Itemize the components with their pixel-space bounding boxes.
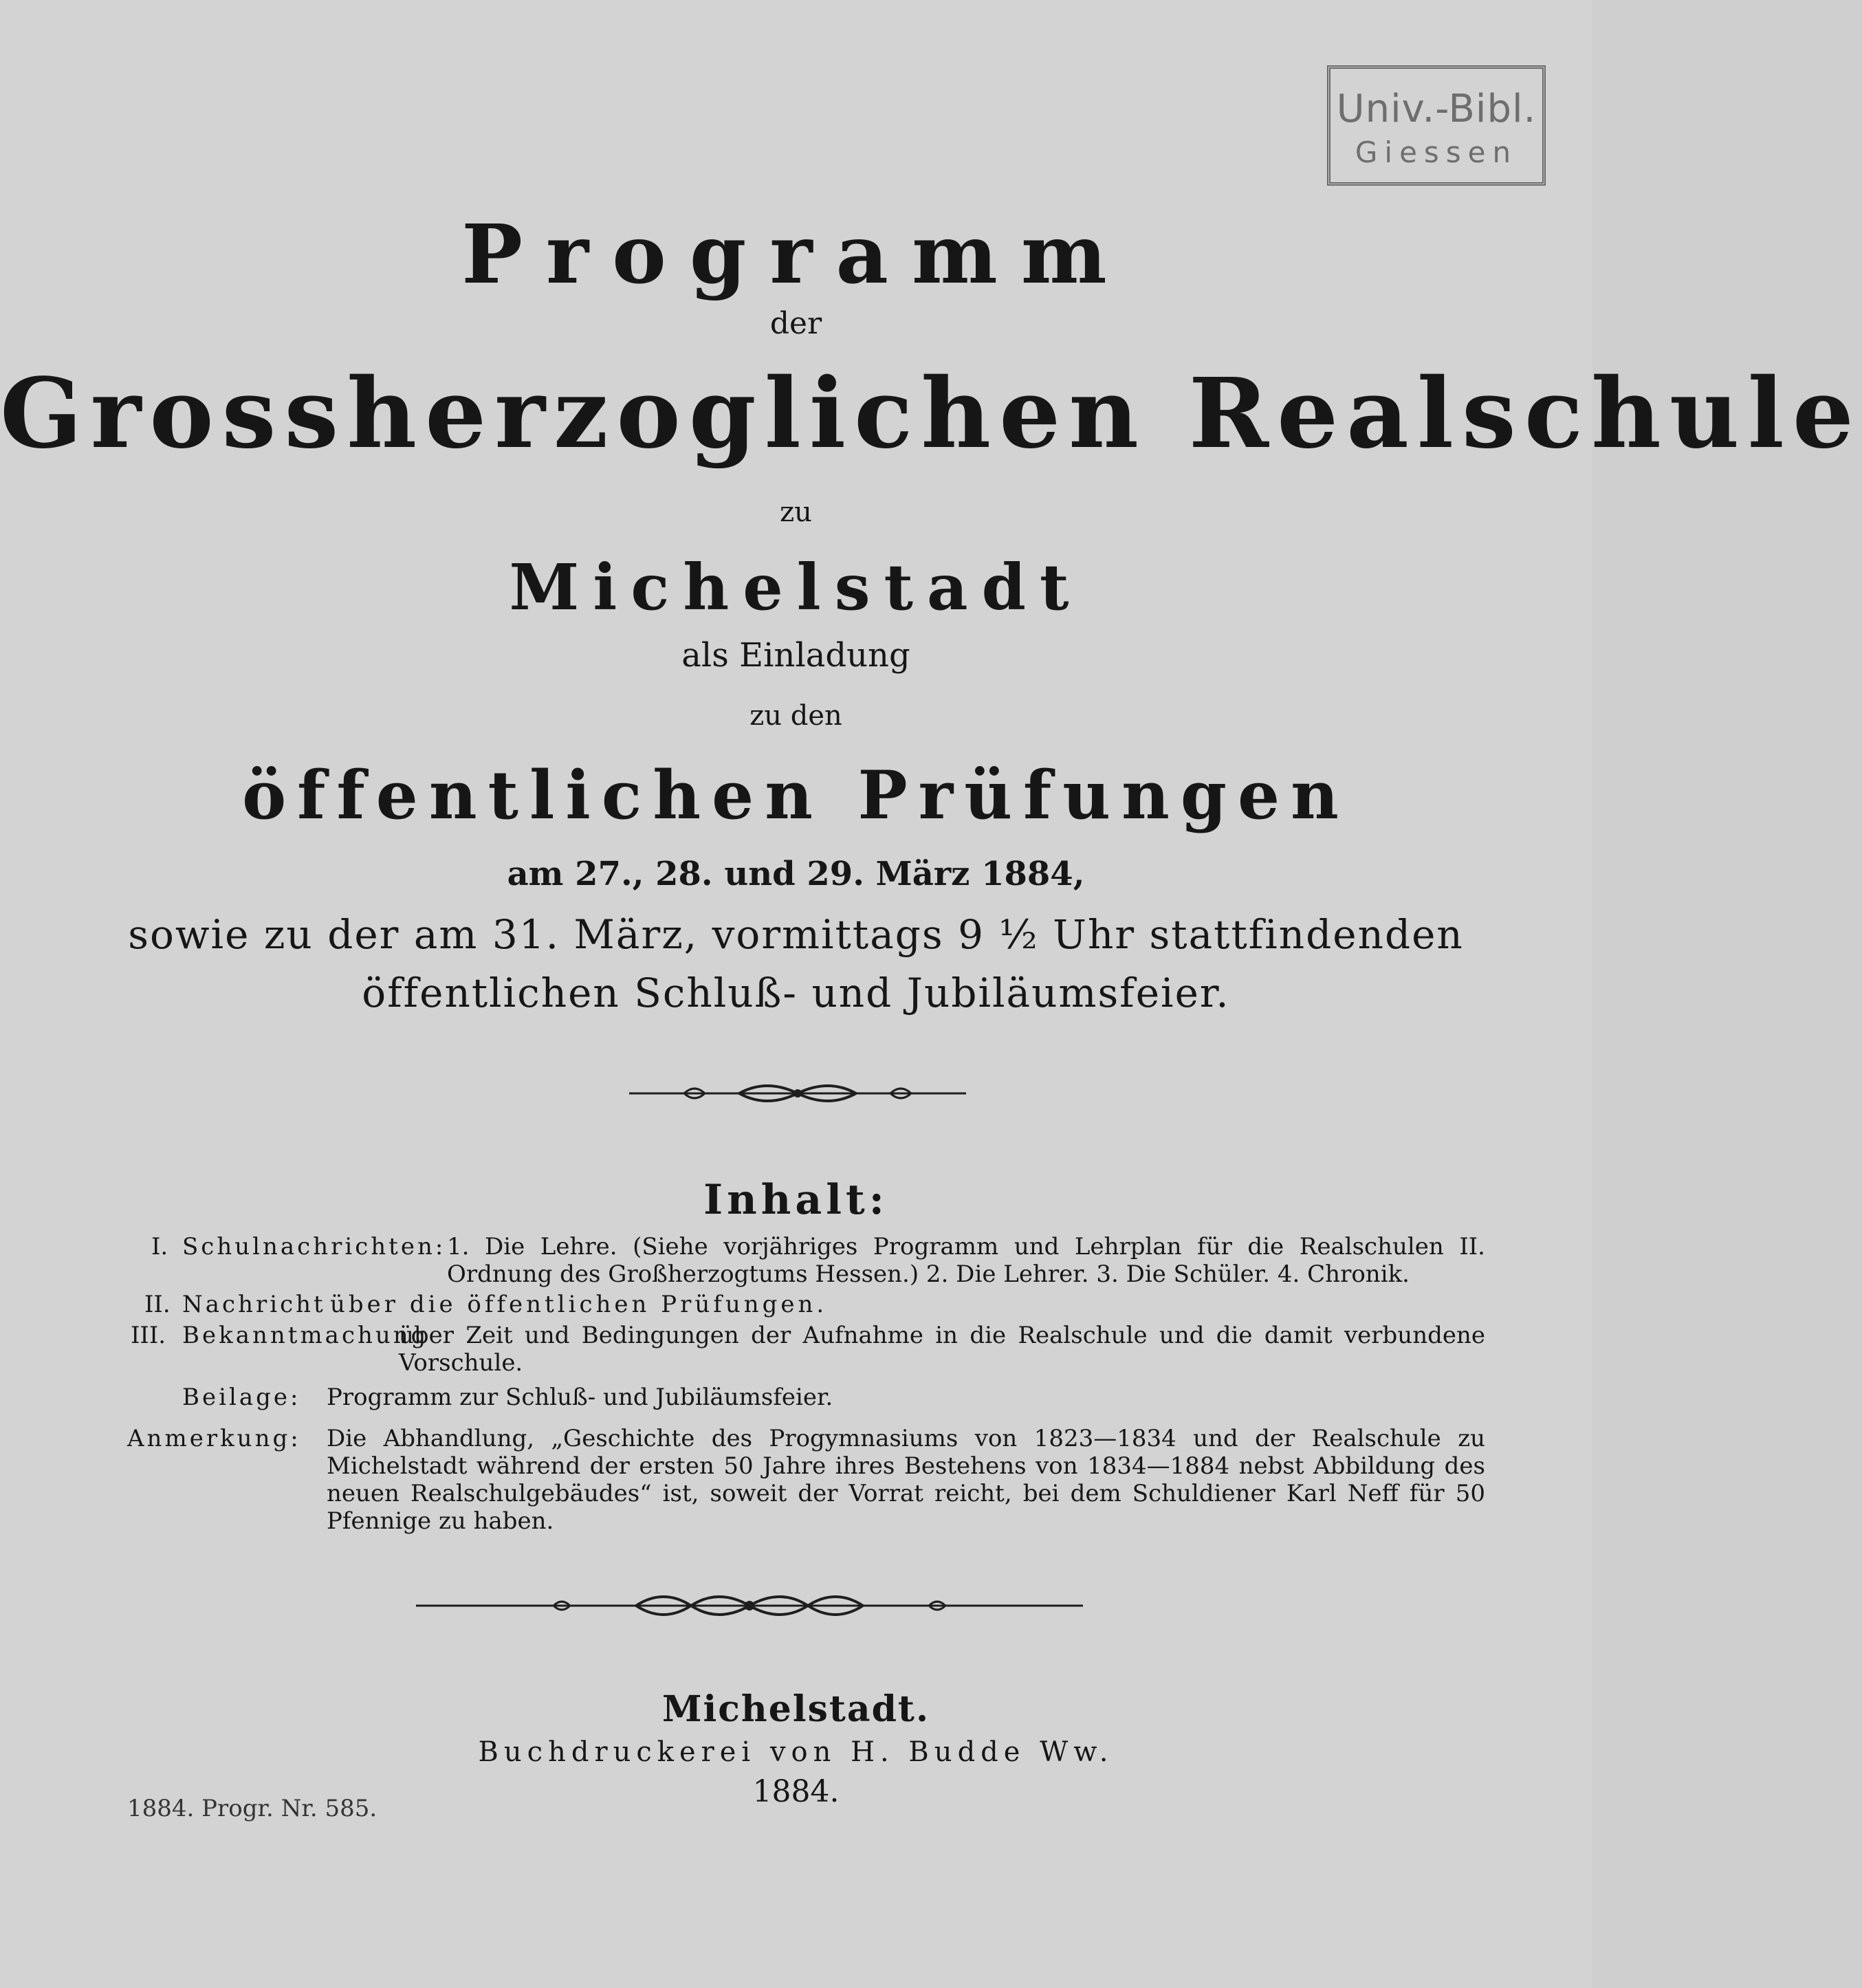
title-einladung: als Einladung (681, 636, 910, 675)
title-zu-den: zu den (749, 700, 842, 732)
contents-item-3-label: Bekanntmachung (182, 1322, 429, 1349)
imprint-year: 1884. (752, 1774, 840, 1809)
contents-item-1-text: 1. Die Lehre. (Siehe vorjähriges Programm und Lehrplan für die Realschulen II. Ordnung des Großherzogtums Hessen.) 2. Die Lehrer. 3. Die Schüler. 4. Chronik. (447, 1233, 1485, 1288)
contents-item-3-number: III. (131, 1322, 166, 1349)
contents-beilage-text: Programm zur Schluß- und Jubiläumsfeier. (327, 1384, 833, 1411)
title-zu: zu (780, 496, 812, 528)
library-stamp (1327, 65, 1546, 186)
contents-item-2-number: II. (144, 1291, 171, 1318)
title-school-name: Grossherzoglichen Realschule (0, 358, 1862, 470)
stamp-line-1: Univ.-Bibl. (1336, 87, 1537, 131)
ornament-divider-top (629, 1080, 966, 1107)
contents-item-2-label: Nachricht (182, 1291, 326, 1318)
contents-item-2-text: über die öffentlichen Prüfungen. (330, 1291, 828, 1318)
contents-item-1-number: I. (151, 1233, 168, 1260)
title-programm: Programm (461, 206, 1130, 302)
contents-item-1-label: Schulnachrichten: (182, 1233, 446, 1260)
ornament-divider-bottom (416, 1588, 1083, 1623)
contents-heading: Inhalt: (703, 1176, 888, 1224)
imprint-printer: Buchdruckerei von H. Budde Ww. (478, 1736, 1114, 1768)
title-town: Michelstadt (509, 550, 1083, 624)
exam-dates: am 27., 28. und 29. März 1884, (507, 855, 1085, 893)
footer-program-number: 1884. Progr. Nr. 585. (127, 1795, 377, 1822)
contents-anmerkung-label: Anmerkung: (127, 1425, 301, 1452)
title-der: der (769, 306, 822, 341)
contents-item-3-text: über Zeit und Bedingungen der Aufnahme in die Realschule und die damit verbundene Vorschule. (399, 1322, 1485, 1377)
ceremony-line-1: sowie zu der am 31. März, vormittags 9 ½ Uhr stattfindenden (128, 911, 1464, 958)
imprint-place: Michelstadt. (661, 1688, 930, 1730)
contents-anmerkung-text: Die Abhandlung, „Geschichte des Progymnasiums von 1823—1834 und der Realschule zu Michelstadt während der ersten 50 Jahre ihres Bestehens von 1834—1884 nebst Abbildung des neuen Realschulgebäudes“ ist, soweit der Vorrat reicht, bei dem Schuldiener Karl Neff für 50 Pfennige zu haben. (327, 1425, 1485, 1535)
title-pruefungen: öffentlichen Prüfungen (242, 756, 1350, 834)
contents-beilage-label: Beilage: (182, 1384, 301, 1411)
ceremony-line-2: öffentlichen Schluß- und Jubiläumsfeier. (362, 970, 1230, 1016)
stamp-line-2: Giessen (1355, 135, 1518, 169)
